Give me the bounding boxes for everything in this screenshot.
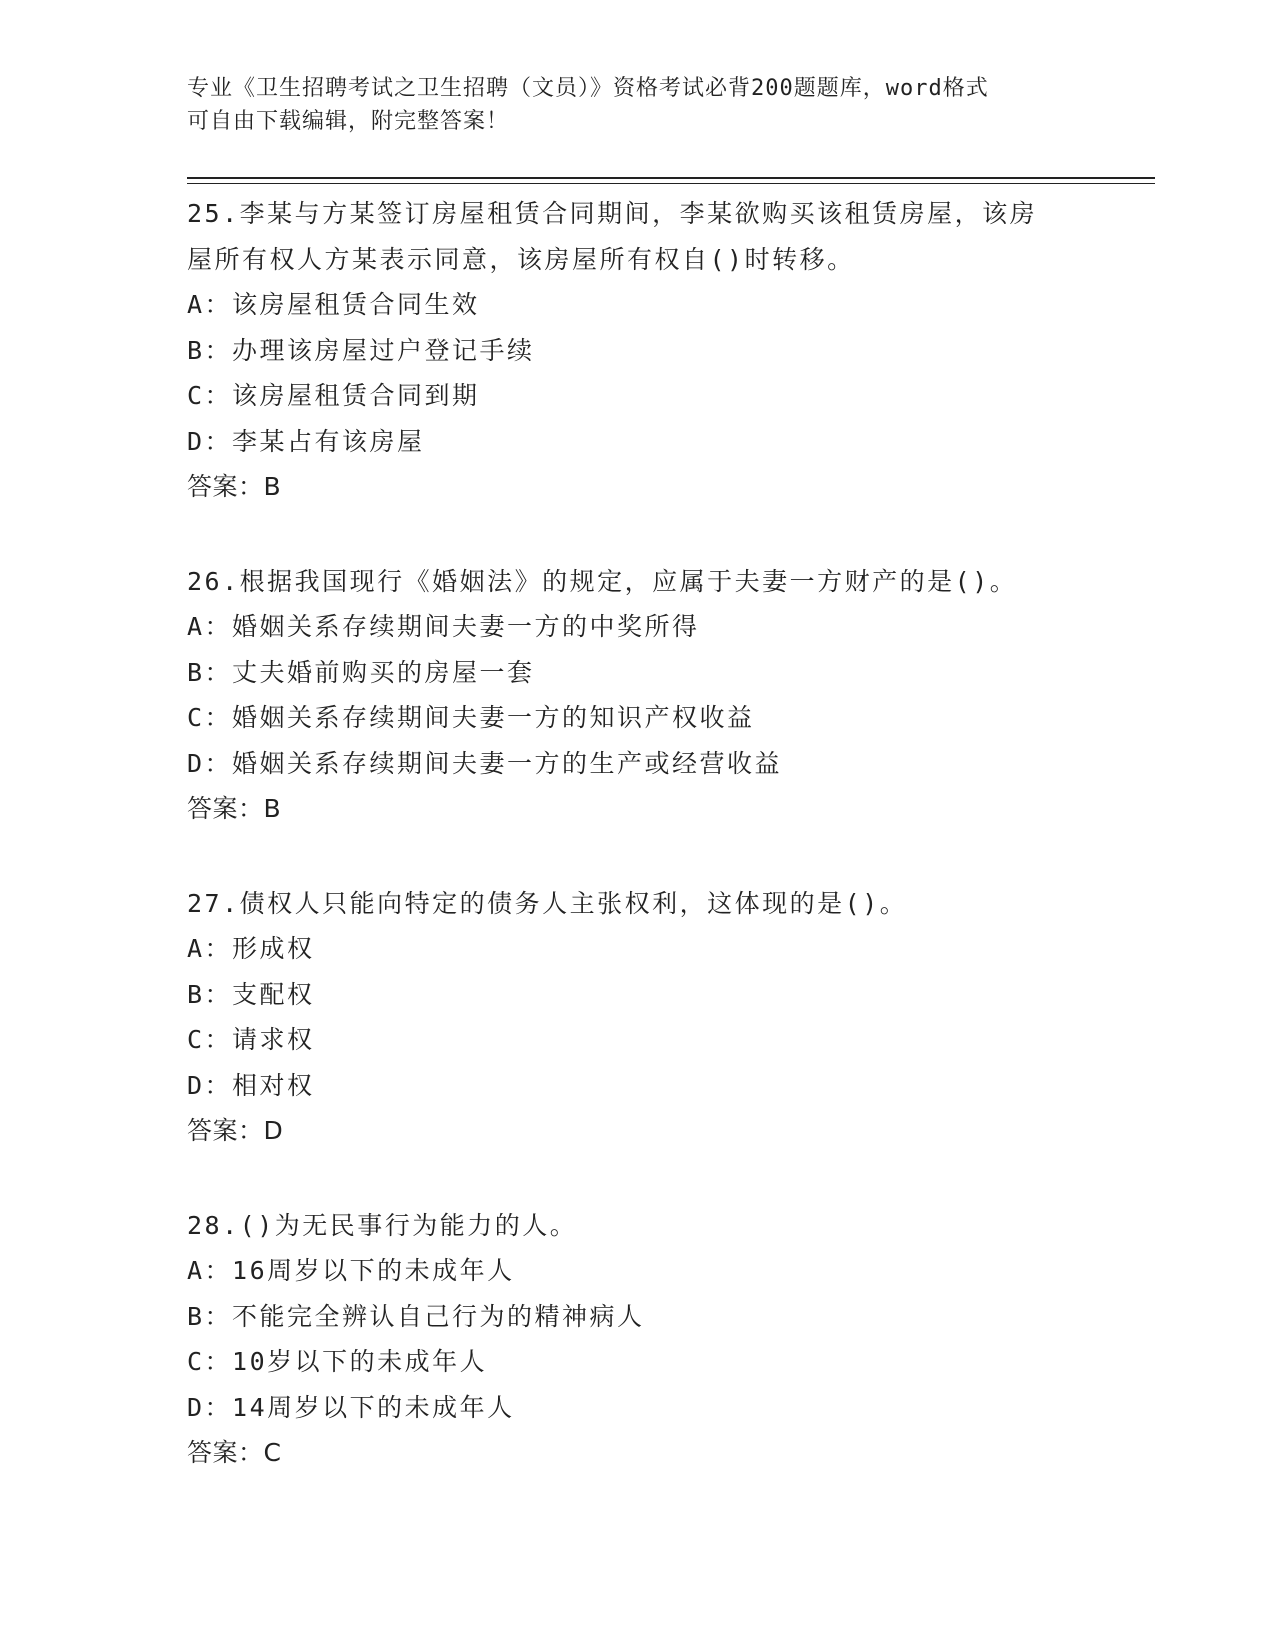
question-stem: 28.()为无民事行为能力的人。: [187, 1210, 578, 1240]
question-stem: 25.李某与方某签订房屋租赁合同期间，李某欲购买该租赁房屋，该房: [187, 199, 1038, 228]
option-c: C：10岁以下的未成年人: [187, 1347, 488, 1376]
option-c: C：请求权: [187, 1025, 315, 1054]
header-line-2: 可自由下载编辑，附完整答案！: [187, 109, 510, 134]
option-d: D：相对权: [187, 1070, 315, 1100]
question-26: [187, 559, 1087, 832]
document-header: [187, 72, 1067, 138]
option-a: A：16周岁以下的未成年人: [187, 1256, 515, 1285]
option-b: B：支配权: [187, 979, 315, 1009]
question-25: [187, 191, 1087, 510]
option-d: D：14周岁以下的未成年人: [187, 1392, 515, 1422]
option-c: C：该房屋租赁合同到期: [187, 381, 480, 410]
answer-line: 答案：B: [187, 794, 282, 823]
question-stem: 屋所有权人方某表示同意，该房屋所有权自()时转移。: [187, 244, 855, 274]
question-stem: 27.债权人只能向特定的债务人主张权利，这体现的是()。: [187, 888, 908, 918]
option-a: A：婚姻关系存续期间夫妻一方的中奖所得: [187, 612, 700, 641]
option-b: B：不能完全辨认自己行为的精神病人: [187, 1301, 645, 1331]
option-d: D：李某占有该房屋: [187, 426, 425, 456]
option-b: B：丈夫婚前购买的房屋一套: [187, 657, 535, 687]
header-divider-thick: [187, 177, 1155, 179]
answer-line: 答案：B: [187, 472, 282, 501]
question-list: [187, 191, 1087, 1525]
question-27: [187, 881, 1087, 1154]
header-line-1: 专业《卫生招聘考试之卫生招聘（文员）》资格考试必背200题题库，word格式: [187, 76, 989, 101]
answer-line: 答案：D: [187, 1116, 284, 1145]
header-divider-thin: [187, 183, 1155, 184]
answer-line: 答案：C: [187, 1438, 282, 1467]
option-a: A：形成权: [187, 934, 315, 963]
question-28: [187, 1203, 1087, 1476]
option-a: A：该房屋租赁合同生效: [187, 290, 480, 319]
option-b: B：办理该房屋过户登记手续: [187, 335, 535, 365]
option-c: C：婚姻关系存续期间夫妻一方的知识产权收益: [187, 703, 755, 732]
option-d: D：婚姻关系存续期间夫妻一方的生产或经营收益: [187, 748, 783, 778]
question-stem: 26.根据我国现行《婚姻法》的规定，应属于夫妻一方财产的是()。: [187, 566, 1018, 596]
